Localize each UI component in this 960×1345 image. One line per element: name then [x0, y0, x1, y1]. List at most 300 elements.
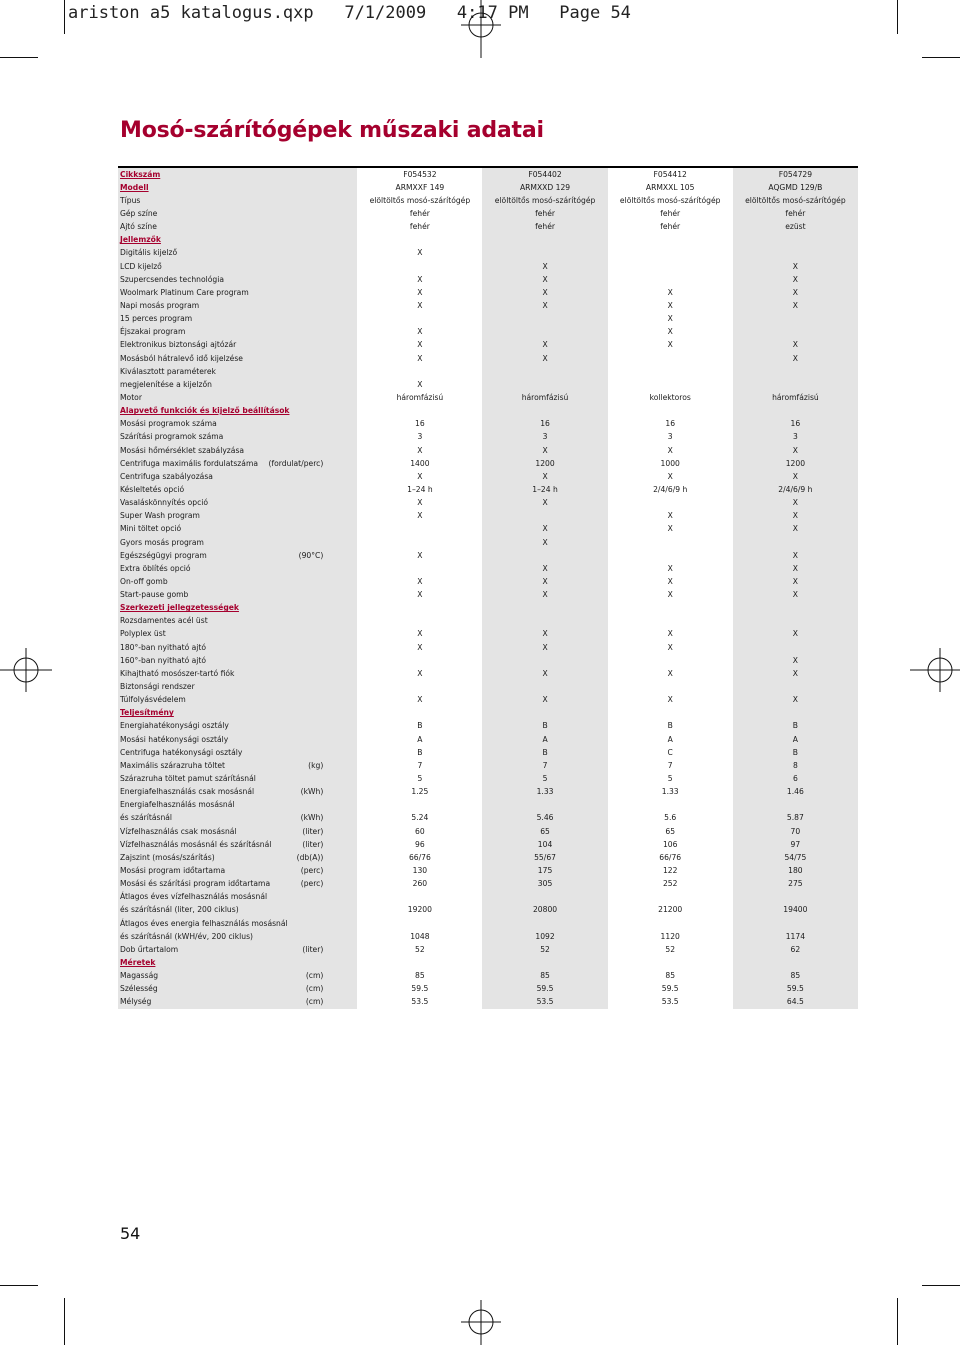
- row-label: [118, 313, 357, 326]
- row-label: [118, 812, 357, 825]
- cell-f054402: X: [482, 260, 607, 273]
- cell-f054729: X: [733, 589, 858, 602]
- table-row: [118, 970, 858, 983]
- table-row: [118, 207, 858, 220]
- row-label: [118, 483, 357, 496]
- cell-f054532: X: [357, 549, 482, 562]
- row-label-text: Mosási és szárítási program időtartama: [120, 879, 271, 889]
- row-label-text: és szárításnál: [120, 813, 173, 823]
- cell-f054402: X: [482, 562, 607, 575]
- row-label-text: Biztonsági rendszer: [120, 682, 195, 692]
- cell-f054412: [608, 707, 733, 720]
- row-label: [118, 904, 357, 917]
- row-label: [118, 431, 357, 444]
- cell-f054532: B: [357, 720, 482, 733]
- table-row: [118, 891, 858, 904]
- row-label: [118, 772, 357, 785]
- cell-f054412: 1000: [608, 457, 733, 470]
- cell-f054532: 1.25: [357, 786, 482, 799]
- cell-f054729: X: [733, 470, 858, 483]
- cell-f054729: X: [733, 352, 858, 365]
- cell-f054412: F054412: [608, 167, 733, 181]
- cell-f054532: [357, 365, 482, 378]
- table-row: [118, 917, 858, 930]
- table-row: [118, 260, 858, 273]
- row-label-text: Vízfelhasználás mosásnál és szárításnál: [120, 839, 272, 849]
- cell-f054729: [733, 602, 858, 615]
- row-label: [118, 799, 357, 812]
- cell-f054532: 19200: [357, 904, 482, 917]
- cell-f054532: [357, 799, 482, 812]
- row-label: [118, 589, 357, 602]
- table-row: [118, 786, 858, 799]
- row-label: [118, 956, 357, 969]
- row-label: [118, 694, 357, 707]
- row-label: [118, 497, 357, 510]
- cell-f054402: X: [482, 694, 607, 707]
- cell-f054532: 260: [357, 878, 482, 891]
- table-row: [118, 391, 858, 404]
- cell-f054412: [608, 405, 733, 418]
- cell-f054412: 85: [608, 970, 733, 983]
- cell-f054532: [357, 654, 482, 667]
- row-unit: (liter): [302, 839, 324, 849]
- row-label: [118, 418, 357, 431]
- cell-f054729: 1.46: [733, 786, 858, 799]
- cell-f054729: 5.87: [733, 812, 858, 825]
- table-row: [118, 181, 858, 194]
- row-label: [118, 864, 357, 877]
- cell-f054412: 1120: [608, 930, 733, 943]
- cell-f054402: 1–24 h: [482, 483, 607, 496]
- cell-f054402: 65: [482, 825, 607, 838]
- cell-f054402: [482, 313, 607, 326]
- cell-f054402: 7: [482, 759, 607, 772]
- row-label-text: Dob űrtartalom: [120, 944, 179, 954]
- cell-f054402: 305: [482, 878, 607, 891]
- cell-f054532: X: [357, 286, 482, 299]
- cell-f054412: X: [608, 694, 733, 707]
- cell-f054402: B: [482, 720, 607, 733]
- cell-f054532: [357, 523, 482, 536]
- cell-f054412: [608, 536, 733, 549]
- cell-f054412: [608, 378, 733, 391]
- table-row: [118, 167, 858, 181]
- table-row: [118, 575, 858, 588]
- cell-f054729: [733, 326, 858, 339]
- row-label-text: 160°-ban nyitható ajtó: [120, 655, 207, 665]
- cell-f054412: kollektoros: [608, 391, 733, 404]
- cell-f054729: X: [733, 575, 858, 588]
- registration-mark-icon: [461, 1300, 501, 1345]
- cell-f054532: 16: [357, 418, 482, 431]
- cell-f054532: X: [357, 575, 482, 588]
- file-header: ariston a5 katalogus.qxp 7/1/2009 4:17 PM Page 54: [68, 3, 631, 23]
- cell-f054532: 1400: [357, 457, 482, 470]
- cell-f054532: X: [357, 352, 482, 365]
- section-header-row: [118, 956, 858, 969]
- cell-f054532: [357, 405, 482, 418]
- cell-f054729: [733, 917, 858, 930]
- section-header-row: [118, 234, 858, 247]
- row-label-text: Extra öblítés opció: [120, 563, 191, 573]
- row-label: [118, 575, 357, 588]
- table-row: [118, 483, 858, 496]
- row-unit: (perc): [300, 879, 324, 889]
- crop-mark: [0, 57, 38, 58]
- row-label: [118, 339, 357, 352]
- cell-f054729: [733, 378, 858, 391]
- cell-f054402: [482, 405, 607, 418]
- section-header-row: [118, 707, 858, 720]
- row-label: [118, 457, 357, 470]
- cell-f054412: X: [608, 589, 733, 602]
- row-label: [118, 562, 357, 575]
- table-row: [118, 654, 858, 667]
- row-label-text: Woolmark Platinum Care program: [120, 287, 249, 297]
- row-unit: (kWh): [300, 787, 324, 797]
- cell-f054412: 3: [608, 431, 733, 444]
- table-row: [118, 943, 858, 956]
- table-row: [118, 352, 858, 365]
- page-number: 54: [120, 1224, 141, 1243]
- crop-mark: [0, 1285, 38, 1286]
- cell-f054729: F054729: [733, 167, 858, 181]
- cell-f054412: [608, 956, 733, 969]
- cell-f054412: X: [608, 299, 733, 312]
- cell-f054412: X: [608, 562, 733, 575]
- cell-f054402: 55/67: [482, 851, 607, 864]
- row-label-text: Polyplex üst: [120, 629, 166, 639]
- cell-f054402: 1200: [482, 457, 607, 470]
- row-label-text: Szerkezeti jellegzetességek: [120, 603, 239, 613]
- row-label-text: Kihajtható mosószer-tartó fiók: [120, 668, 235, 678]
- cell-f054729: elöltöltős mosó-szárítógép: [733, 194, 858, 207]
- cell-f054532: 1048: [357, 930, 482, 943]
- cell-f054729: X: [733, 654, 858, 667]
- row-label: [118, 234, 357, 247]
- row-label: [118, 680, 357, 693]
- cell-f054412: X: [608, 641, 733, 654]
- row-unit: (perc): [300, 866, 324, 876]
- registration-mark-icon: [461, 0, 501, 58]
- row-label: [118, 470, 357, 483]
- row-label: [118, 654, 357, 667]
- row-label-text: Teljesítmény: [120, 708, 174, 718]
- cell-f054729: háromfázisú: [733, 391, 858, 404]
- row-label-text: Centrifuga szabályozása: [120, 471, 213, 481]
- cell-f054412: [608, 917, 733, 930]
- cell-f054412: X: [608, 667, 733, 680]
- row-label: [118, 891, 357, 904]
- row-unit: (cm): [305, 997, 324, 1007]
- cell-f054729: [733, 247, 858, 260]
- cell-f054412: [608, 352, 733, 365]
- cell-f054729: X: [733, 694, 858, 707]
- cell-f054402: X: [482, 299, 607, 312]
- table-row: [118, 694, 858, 707]
- row-label-text: Gyors mosás program: [120, 537, 204, 547]
- row-label: [118, 970, 357, 983]
- table-row: [118, 457, 858, 470]
- cell-f054532: X: [357, 378, 482, 391]
- row-label: [118, 286, 357, 299]
- cell-f054729: 1200: [733, 457, 858, 470]
- row-label: [118, 759, 357, 772]
- section-header-row: [118, 602, 858, 615]
- cell-f054532: 59.5: [357, 983, 482, 996]
- table-row: [118, 194, 858, 207]
- cell-f054402: fehér: [482, 221, 607, 234]
- cell-f054729: [733, 313, 858, 326]
- row-label-text: Mosási program időtartama: [120, 866, 226, 876]
- cell-f054729: [733, 799, 858, 812]
- row-label: [118, 720, 357, 733]
- cell-f054412: X: [608, 470, 733, 483]
- row-label-text: Alapvető funkciók és kijelző beállítások: [120, 406, 290, 416]
- row-label-text: Magasság: [120, 971, 159, 981]
- table-row: [118, 930, 858, 943]
- row-label: [118, 878, 357, 891]
- cell-f054412: [608, 549, 733, 562]
- cell-f054532: [357, 917, 482, 930]
- cell-f054729: X: [733, 510, 858, 523]
- cell-f054402: [482, 247, 607, 260]
- cell-f054412: 59.5: [608, 983, 733, 996]
- cell-f054532: [357, 234, 482, 247]
- cell-f054402: 5: [482, 772, 607, 785]
- cell-f054729: X: [733, 273, 858, 286]
- cell-f054412: [608, 602, 733, 615]
- table-row: [118, 418, 858, 431]
- row-label-text: LCD kijelző: [120, 261, 162, 271]
- cell-f054532: 7: [357, 759, 482, 772]
- row-unit: (90°C): [298, 550, 324, 560]
- row-label-text: Centrifuga maximális fordulatszáma: [120, 458, 258, 468]
- table-row: [118, 299, 858, 312]
- row-label-text: Típus: [120, 195, 141, 205]
- row-label: [118, 194, 357, 207]
- table-row: [118, 549, 858, 562]
- row-label-text: Vasaláskönnyítés opció: [120, 498, 209, 508]
- cell-f054402: 1092: [482, 930, 607, 943]
- cell-f054532: 96: [357, 838, 482, 851]
- cell-f054412: X: [608, 326, 733, 339]
- row-label-text: Átlagos éves vízfelhasználás mosásnál: [120, 892, 268, 902]
- table-row: [118, 720, 858, 733]
- cell-f054729: 85: [733, 970, 858, 983]
- row-label: [118, 523, 357, 536]
- row-label-text: Szupercsendes technológia: [120, 274, 224, 284]
- table-row: [118, 838, 858, 851]
- cell-f054402: 59.5: [482, 983, 607, 996]
- row-label-text: 15 perces program: [120, 314, 193, 324]
- cell-f054532: X: [357, 444, 482, 457]
- page-title: Mosó-szárítógépek műszaki adatai: [120, 118, 544, 143]
- cell-f054412: 52: [608, 943, 733, 956]
- cell-f054412: [608, 497, 733, 510]
- cell-f054412: [608, 365, 733, 378]
- cell-f054402: 20800: [482, 904, 607, 917]
- cell-f054402: 3: [482, 431, 607, 444]
- row-label: [118, 167, 357, 181]
- row-label: [118, 181, 357, 194]
- cell-f054729: 2/4/6/9 h: [733, 483, 858, 496]
- row-label-text: Szárítási programok száma: [120, 432, 224, 442]
- cell-f054412: X: [608, 313, 733, 326]
- cell-f054729: 6: [733, 772, 858, 785]
- row-label-text: Napi mosás program: [120, 300, 200, 310]
- row-label: [118, 838, 357, 851]
- cell-f054532: 53.5: [357, 996, 482, 1009]
- cell-f054532: [357, 891, 482, 904]
- cell-f054412: 5: [608, 772, 733, 785]
- cell-f054729: X: [733, 286, 858, 299]
- cell-f054729: [733, 405, 858, 418]
- row-label: [118, 667, 357, 680]
- cell-f054729: X: [733, 549, 858, 562]
- cell-f054532: 60: [357, 825, 482, 838]
- cell-f054402: X: [482, 641, 607, 654]
- table-row: [118, 470, 858, 483]
- cell-f054729: ezüst: [733, 221, 858, 234]
- cell-f054402: [482, 680, 607, 693]
- row-label: [118, 825, 357, 838]
- row-label: [118, 602, 357, 615]
- row-label-text: Start-pause gomb: [120, 590, 189, 600]
- row-label-text: Maximális szárazruha töltet: [120, 760, 225, 770]
- cell-f054412: X: [608, 628, 733, 641]
- table-row: [118, 759, 858, 772]
- cell-f054412: 53.5: [608, 996, 733, 1009]
- table-row: [118, 286, 858, 299]
- cell-f054412: X: [608, 444, 733, 457]
- row-label-text: Túlfolyásvédelem: [120, 695, 186, 705]
- row-label-text: Mélység: [120, 997, 152, 1007]
- cell-f054412: elöltöltős mosó-szárítógép: [608, 194, 733, 207]
- row-label: [118, 851, 357, 864]
- row-label-text: Mosási hatékonysági osztály: [120, 734, 229, 744]
- cell-f054412: X: [608, 523, 733, 536]
- cell-f054402: 85: [482, 970, 607, 983]
- row-label-text: Mini töltet opció: [120, 524, 182, 534]
- cell-f054532: fehér: [357, 221, 482, 234]
- cell-f054532: X: [357, 628, 482, 641]
- cell-f054412: X: [608, 510, 733, 523]
- row-label-text: Késleltetés opció: [120, 484, 185, 494]
- cell-f054729: [733, 956, 858, 969]
- cell-f054402: [482, 326, 607, 339]
- cell-f054532: [357, 956, 482, 969]
- cell-f054729: X: [733, 260, 858, 273]
- row-label: [118, 786, 357, 799]
- registration-mark-icon: [0, 648, 52, 692]
- cell-f054729: [733, 891, 858, 904]
- row-label: [118, 733, 357, 746]
- table-row: [118, 247, 858, 260]
- table-row: [118, 878, 858, 891]
- cell-f054532: X: [357, 641, 482, 654]
- crop-mark: [64, 1298, 65, 1345]
- cell-f054412: fehér: [608, 207, 733, 220]
- cell-f054532: fehér: [357, 207, 482, 220]
- row-unit: (cm): [305, 984, 324, 994]
- cell-f054402: X: [482, 575, 607, 588]
- row-label: [118, 943, 357, 956]
- table-row: [118, 641, 858, 654]
- cell-f054532: 3: [357, 431, 482, 444]
- cell-f054402: 1.33: [482, 786, 607, 799]
- cell-f054402: X: [482, 273, 607, 286]
- crop-mark: [897, 1298, 898, 1345]
- cell-f054532: [357, 680, 482, 693]
- row-unit: (liter): [302, 944, 324, 954]
- cell-f054532: [357, 615, 482, 628]
- cell-f054402: [482, 378, 607, 391]
- cell-f054532: elöltöltős mosó-szárítógép: [357, 194, 482, 207]
- cell-f054729: B: [733, 720, 858, 733]
- cell-f054729: X: [733, 562, 858, 575]
- row-label: [118, 983, 357, 996]
- row-label: [118, 391, 357, 404]
- cell-f054532: F054532: [357, 167, 482, 181]
- table-row: [118, 326, 858, 339]
- row-label: [118, 207, 357, 220]
- row-label-text: Zajszint (mosás/szárítás): [120, 852, 215, 862]
- cell-f054412: X: [608, 286, 733, 299]
- row-unit: (cm): [305, 971, 324, 981]
- crop-mark: [922, 57, 960, 58]
- cell-f054402: X: [482, 286, 607, 299]
- cell-f054402: 16: [482, 418, 607, 431]
- row-label: [118, 299, 357, 312]
- cell-f054729: 64.5: [733, 996, 858, 1009]
- cell-f054729: [733, 680, 858, 693]
- cell-f054532: 52: [357, 943, 482, 956]
- row-unit: (kg): [308, 760, 324, 770]
- cell-f054729: fehér: [733, 207, 858, 220]
- cell-f054412: [608, 799, 733, 812]
- crop-mark: [922, 1285, 960, 1286]
- cell-f054532: 85: [357, 970, 482, 983]
- table-row: [118, 523, 858, 536]
- cell-f054729: X: [733, 299, 858, 312]
- cell-f054729: X: [733, 667, 858, 680]
- cell-f054729: [733, 707, 858, 720]
- cell-f054402: [482, 549, 607, 562]
- cell-f054402: X: [482, 589, 607, 602]
- cell-f054412: 106: [608, 838, 733, 851]
- row-label: [118, 444, 357, 457]
- table-row: [118, 221, 858, 234]
- cell-f054532: 1–24 h: [357, 483, 482, 496]
- cell-f054729: [733, 615, 858, 628]
- row-unit: (db(A)): [296, 852, 324, 862]
- cell-f054532: X: [357, 299, 482, 312]
- cell-f054412: 5.6: [608, 812, 733, 825]
- cell-f054532: B: [357, 746, 482, 759]
- cell-f054412: 1.33: [608, 786, 733, 799]
- row-label: [118, 917, 357, 930]
- row-label: [118, 273, 357, 286]
- row-label-text: Super Wash program: [120, 511, 200, 521]
- cell-f054402: [482, 917, 607, 930]
- cell-f054402: [482, 707, 607, 720]
- table-row: [118, 431, 858, 444]
- cell-f054402: [482, 654, 607, 667]
- cell-f054402: X: [482, 444, 607, 457]
- table-row: [118, 313, 858, 326]
